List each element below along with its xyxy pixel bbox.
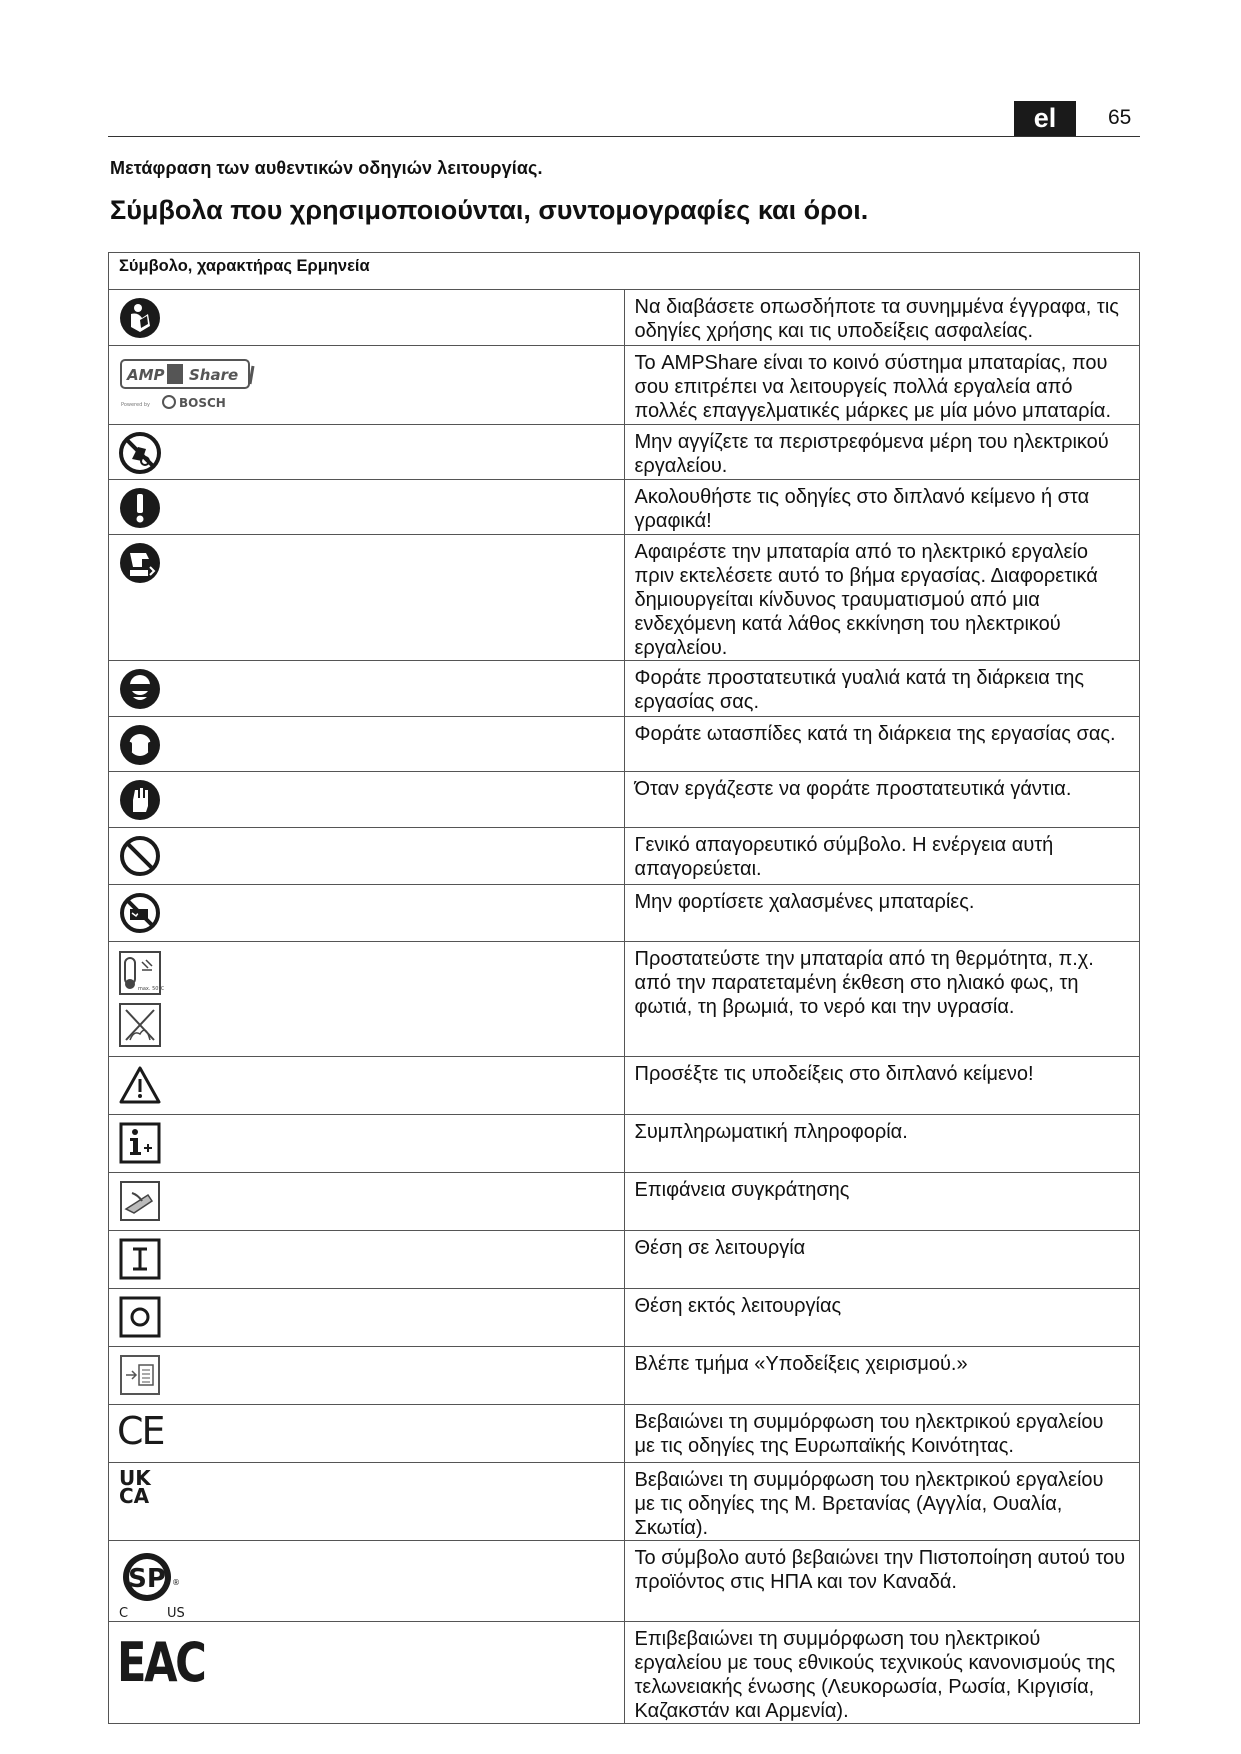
table-header-row — [109, 253, 1140, 290]
description-cell: Βεβαιώνει τη συμμόρφωση του ηλεκτρικού εργαλείου με τις οδηγίες της Ευρωπαϊκής Κοινότητας. — [624, 1405, 1140, 1463]
ce-mark-icon: CE — [117, 1409, 164, 1453]
ukca-mark-icon — [119, 1466, 624, 1508]
description-cell: Επιβεβαιώνει τη συμμόρφωση του ηλεκτρικού εργαλείου με τους εθνικούς τεχνικούς κανονισμούς της τελωνειακής ένωσης (Λευκορωσία, Ρωσία, Κιργισία, Καζακστάν και Αρμενία). — [624, 1622, 1140, 1724]
table-row — [109, 1405, 1140, 1463]
info-plus-icon — [118, 1121, 162, 1165]
grip-surface-icon — [118, 1179, 162, 1223]
table-row — [109, 1289, 1140, 1347]
header-rule — [108, 136, 1140, 137]
description-cell: Θέση εκτός λειτουργίας — [624, 1289, 1140, 1347]
table-row — [109, 885, 1140, 942]
table-row — [109, 661, 1140, 717]
symbol-cell — [109, 535, 625, 661]
symbol-cell — [109, 425, 625, 480]
description-cell: Επιφάνεια συγκράτησης — [624, 1173, 1140, 1231]
ear-protection-icon — [118, 723, 162, 767]
table-row — [109, 1231, 1140, 1289]
description-cell: Θέση σε λειτουργία — [624, 1231, 1140, 1289]
symbol-cell — [109, 480, 625, 535]
description-cell: Όταν εργάζεστε να φοράτε προστατευτικά γάντια. — [624, 772, 1140, 828]
ampshare-logo-icon — [119, 356, 259, 414]
description-cell: Προστατεύστε την μπαταρία από τη θερμότητα, π.χ. από την παρατεταμένη έκθεση στο ηλιακό φως, τη φωτιά, τη βρωμιά, το νερό και την υγρασία. — [624, 942, 1140, 1057]
page-number: 65 — [1108, 106, 1132, 129]
warning-triangle-icon — [118, 1063, 162, 1107]
share-text: Share — [189, 366, 239, 384]
csa-left-label: C — [119, 1606, 129, 1619]
ukca-bottom: CA — [119, 1484, 150, 1508]
table-row — [109, 828, 1140, 885]
csa-mark-icon — [117, 1545, 213, 1619]
symbol-cell — [109, 290, 625, 346]
powered-by-text: Powered by — [121, 402, 150, 408]
symbol-cell — [109, 1289, 625, 1347]
safety-goggles-icon — [118, 667, 162, 711]
switch-off-icon — [118, 1295, 162, 1339]
symbol-cell — [109, 1622, 625, 1724]
description-cell: Προσέξτε τις υποδείξεις στο διπλανό κείμενο! — [624, 1057, 1140, 1115]
document-subtitle: Μετάφραση των αυθεντικών οδηγιών λειτουργίας. — [110, 158, 543, 178]
symbol-cell — [109, 1173, 625, 1231]
ukca-top: UK — [119, 1466, 151, 1490]
symbol-cell — [109, 1347, 625, 1405]
symbol-cell — [109, 661, 625, 717]
table-row — [109, 535, 1140, 661]
description-cell: Μην αγγίζετε τα περιστρεφόμενα μέρη του ηλεκτρικού εργαλείου. — [624, 425, 1140, 480]
table-row — [109, 1622, 1140, 1724]
no-charge-damaged-battery-icon — [118, 891, 162, 935]
table-row — [109, 1347, 1140, 1405]
svg-text:®: ® — [172, 1578, 180, 1587]
description-cell: Μην φορτίσετε χαλασμένες μπαταρίες. — [624, 885, 1140, 942]
symbol-cell — [109, 1057, 625, 1115]
table-row — [109, 425, 1140, 480]
table-header: Σύμβολο, χαρακτήρας Ερμηνεία — [109, 253, 1140, 290]
csa-symbol: SP — [128, 1564, 166, 1594]
switch-on-icon — [118, 1237, 162, 1281]
description-cell: Να διαβάσετε οπωσδήποτε τα συνημμένα έγγραφα, τις οδηγίες χρήσης και τις υποδείξεις ασφαλείας. — [624, 290, 1140, 346]
csa-right-label: US — [167, 1606, 185, 1619]
description-cell: Φοράτε προστατευτικά γυαλιά κατά τη διάρκεια της εργασίας σας. — [624, 661, 1140, 717]
battery-heat-protection-icon — [118, 950, 164, 1050]
symbol-cell — [109, 1541, 625, 1622]
description-cell: Βλέπε τμήμα «Υποδείξεις χειρισμού.» — [624, 1347, 1140, 1405]
description-cell: Φοράτε ωτασπίδες κατά τη διάρκεια της εργασίας σας. — [624, 717, 1140, 772]
prohibition-icon — [118, 834, 162, 878]
read-manual-icon — [118, 296, 162, 340]
table-row — [109, 1541, 1140, 1622]
description-cell: Βεβαιώνει τη συμμόρφωση του ηλεκτρικού εργαλείου με τις οδηγίες της Μ. Βρετανίας (Αγγλία, Ουαλία, Σκωτία). — [624, 1463, 1140, 1541]
description-cell: Συμπληρωματική πληροφορία. — [624, 1115, 1140, 1173]
symbol-cell — [109, 1115, 625, 1173]
symbol-cell — [109, 772, 625, 828]
symbols-table — [108, 252, 1140, 1724]
table-row — [109, 942, 1140, 1057]
symbol-cell — [109, 942, 625, 1057]
table-row — [109, 1115, 1140, 1173]
eac-mark-icon: EAC — [117, 1631, 205, 1694]
mandatory-action-icon — [118, 486, 162, 530]
symbol-cell — [109, 1463, 625, 1541]
table-row — [109, 346, 1140, 425]
remove-battery-icon — [118, 541, 162, 585]
amp-text: AMP — [127, 366, 165, 384]
description-cell: Το AMPShare είναι το κοινό σύστημα μπαταρίας, που σου επιτρέπει να λειτουργείς πολλά εργαλεία από πολλές επαγγελματικές μάρκες με μία μόνο μπαταρία. — [624, 346, 1140, 425]
table-row — [109, 772, 1140, 828]
gloves-icon — [118, 778, 162, 822]
language-badge: el — [1014, 101, 1076, 136]
temp-label: max. 50°C — [138, 986, 164, 992]
table-row — [109, 1057, 1140, 1115]
symbol-cell — [109, 885, 625, 942]
see-section-icon — [118, 1353, 162, 1397]
description-cell: Ακολουθήστε τις οδηγίες στο διπλανό κείμενο ή στα γραφικά! — [624, 480, 1140, 535]
bosch-text: BOSCH — [179, 396, 226, 410]
table-row — [109, 480, 1140, 535]
symbol-cell — [109, 1231, 625, 1289]
no-touch-rotating-icon — [118, 431, 162, 475]
description-cell: Αφαιρέστε την μπαταρία από το ηλεκτρικό εργαλείο πριν εκτελέσετε αυτό το βήμα εργασίας. Διαφορετικά δημιουργείται κίνδυνος τραυματισμού από μια ενδεχόμενη κατά λάθος εκκίνηση του ηλεκτρικού εργαλείου. — [624, 535, 1140, 661]
table-row — [109, 1173, 1140, 1231]
table-row — [109, 717, 1140, 772]
table-row — [109, 290, 1140, 346]
symbol-cell — [109, 1405, 625, 1463]
symbol-cell — [109, 828, 625, 885]
page-title: Σύμβολα που χρησιμοποιούνται, συντομογραφίες και όροι. — [110, 195, 869, 225]
table-row — [109, 1463, 1140, 1541]
symbol-cell — [109, 717, 625, 772]
description-cell: Γενικό απαγορευτικό σύμβολο. Η ενέργεια αυτή απαγορεύεται. — [624, 828, 1140, 885]
symbol-cell — [109, 346, 625, 425]
description-cell: Το σύμβολο αυτό βεβαιώνει την Πιστοποίηση αυτού του προϊόντος στις ΗΠΑ και τον Καναδά. — [624, 1541, 1140, 1622]
